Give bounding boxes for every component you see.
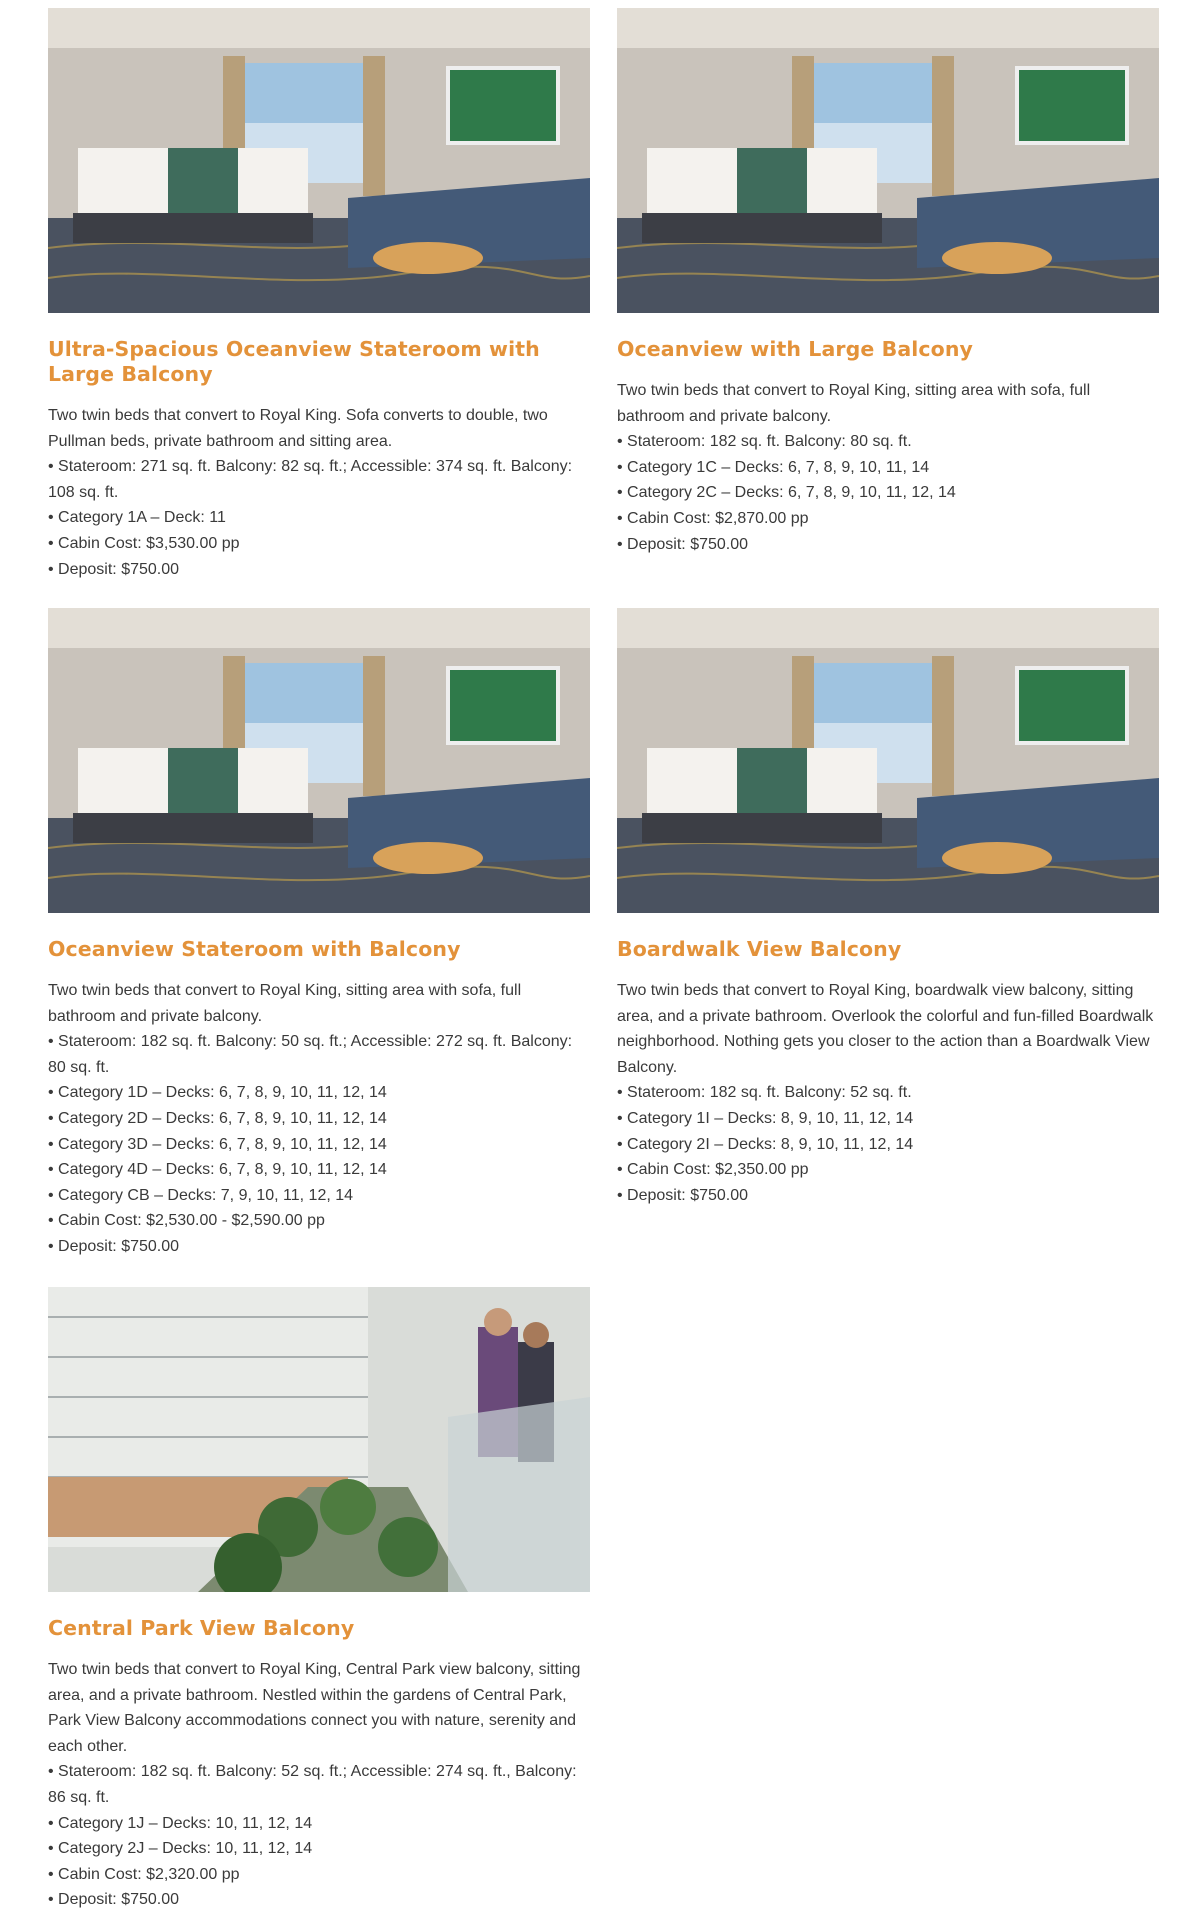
- stateroom-description: Two twin beds that convert to Royal King, Central Park view balcony, sitting area, and a private bathroom. Nestled within the gardens of Central Park, Park View Balcony accommodations connect you with nature, serenity and each other.: [48, 1661, 581, 1755]
- stateroom-detail: • Cabin Cost: $3,530.00 pp: [48, 531, 590, 557]
- stateroom-title: Oceanview with Large Balcony: [617, 337, 973, 361]
- stateroom-detail: • Category 2I – Decks: 8, 9, 10, 11, 12, 14: [617, 1132, 1159, 1158]
- stateroom-photo-image: [48, 608, 590, 913]
- stateroom-detail: • Category 3D – Decks: 6, 7, 8, 9, 10, 11, 12, 14: [48, 1132, 590, 1158]
- stateroom-title: Central Park View Balcony: [48, 1616, 355, 1640]
- stateroom-detail: • Deposit: $750.00: [48, 1234, 590, 1260]
- stateroom-detail: • Deposit: $750.00: [617, 532, 1159, 558]
- central-park-photo: [48, 1287, 590, 1592]
- stateroom-detail: • Deposit: $750.00: [48, 557, 590, 583]
- stateroom-detail: • Cabin Cost: $2,320.00 pp: [48, 1862, 590, 1888]
- stateroom-photo: [48, 8, 590, 313]
- stateroom-detail: • Stateroom: 182 sq. ft. Balcony: 52 sq. ft.; Accessible: 274 sq. ft., Balcony: 86 sq. ft.: [48, 1759, 590, 1810]
- stateroom-card: [48, 608, 590, 1260]
- stateroom-detail: • Stateroom: 182 sq. ft. Balcony: 80 sq. ft.: [617, 429, 1159, 455]
- stateroom-details: [48, 454, 590, 582]
- stateroom-card: [617, 608, 1159, 1208]
- stateroom-detail: • Cabin Cost: $2,530.00 - $2,590.00 pp: [48, 1208, 590, 1234]
- stateroom-detail: • Category 4D – Decks: 6, 7, 8, 9, 10, 11, 12, 14: [48, 1157, 590, 1183]
- stateroom-detail: • Category 2D – Decks: 6, 7, 8, 9, 10, 11, 12, 14: [48, 1106, 590, 1132]
- stateroom-description: Two twin beds that convert to Royal King, sitting area with sofa, full bathroom and private balcony.: [617, 382, 1091, 425]
- stateroom-detail: • Category 1I – Decks: 8, 9, 10, 11, 12, 14: [617, 1106, 1159, 1132]
- stateroom-detail: • Stateroom: 182 sq. ft. Balcony: 50 sq. ft.; Accessible: 272 sq. ft. Balcony: 80 sq. ft.: [48, 1029, 590, 1080]
- stateroom-photo: [617, 8, 1159, 313]
- stateroom-detail: • Category 1D – Decks: 6, 7, 8, 9, 10, 11, 12, 14: [48, 1080, 590, 1106]
- stateroom-description: Two twin beds that convert to Royal King. Sofa converts to double, two Pullman beds, private bathroom and sitting area.: [48, 407, 548, 450]
- stateroom-photo-image: [617, 608, 1159, 913]
- stateroom-title: Boardwalk View Balcony: [617, 937, 902, 961]
- stateroom-title: Ultra-Spacious Oceanview Stateroom with Large Balcony: [48, 337, 540, 386]
- stateroom-detail: • Category 2C – Decks: 6, 7, 8, 9, 10, 11, 12, 14: [617, 480, 1159, 506]
- stateroom-photo-image: [617, 8, 1159, 313]
- stateroom-details: [617, 1080, 1159, 1208]
- stateroom-details: [48, 1029, 590, 1259]
- stateroom-details: [617, 429, 1159, 557]
- stateroom-photo: [48, 608, 590, 913]
- stateroom-photo: [617, 608, 1159, 913]
- stateroom-card: [48, 8, 590, 582]
- stateroom-title: Oceanview Stateroom with Balcony: [48, 937, 461, 961]
- central-park-photo-image: [48, 1287, 590, 1592]
- stateroom-detail: • Cabin Cost: $2,870.00 pp: [617, 506, 1159, 532]
- stateroom-detail: • Category 2J – Decks: 10, 11, 12, 14: [48, 1836, 590, 1862]
- stateroom-detail: • Category CB – Decks: 7, 9, 10, 11, 12, 14: [48, 1183, 590, 1209]
- stateroom-detail: • Cabin Cost: $2,350.00 pp: [617, 1157, 1159, 1183]
- stateroom-detail: • Stateroom: 182 sq. ft. Balcony: 52 sq. ft.: [617, 1080, 1159, 1106]
- stateroom-description: Two twin beds that convert to Royal King, boardwalk view balcony, sitting area, and a private bathroom. Overlook the colorful and fun-filled Boardwalk neighborhood. Nothing gets you closer to the action than a Boardwalk View Balcony.: [617, 982, 1154, 1076]
- stateroom-photo-image: [48, 8, 590, 313]
- stateroom-detail: • Category 1C – Decks: 6, 7, 8, 9, 10, 11, 14: [617, 455, 1159, 481]
- stateroom-detail: • Deposit: $750.00: [617, 1183, 1159, 1209]
- stateroom-detail: • Category 1A – Deck: 11: [48, 505, 590, 531]
- stateroom-description: Two twin beds that convert to Royal King, sitting area with sofa, full bathroom and private balcony.: [48, 982, 522, 1025]
- stateroom-detail: • Deposit: $750.00: [48, 1887, 590, 1913]
- stateroom-details: [48, 1759, 590, 1913]
- stateroom-card: [617, 8, 1159, 557]
- stateroom-card: [48, 1287, 590, 1913]
- stateroom-detail: • Category 1J – Decks: 10, 11, 12, 14: [48, 1811, 590, 1837]
- stateroom-detail: • Stateroom: 271 sq. ft. Balcony: 82 sq. ft.; Accessible: 374 sq. ft. Balcony: 108 sq. ft.: [48, 454, 590, 505]
